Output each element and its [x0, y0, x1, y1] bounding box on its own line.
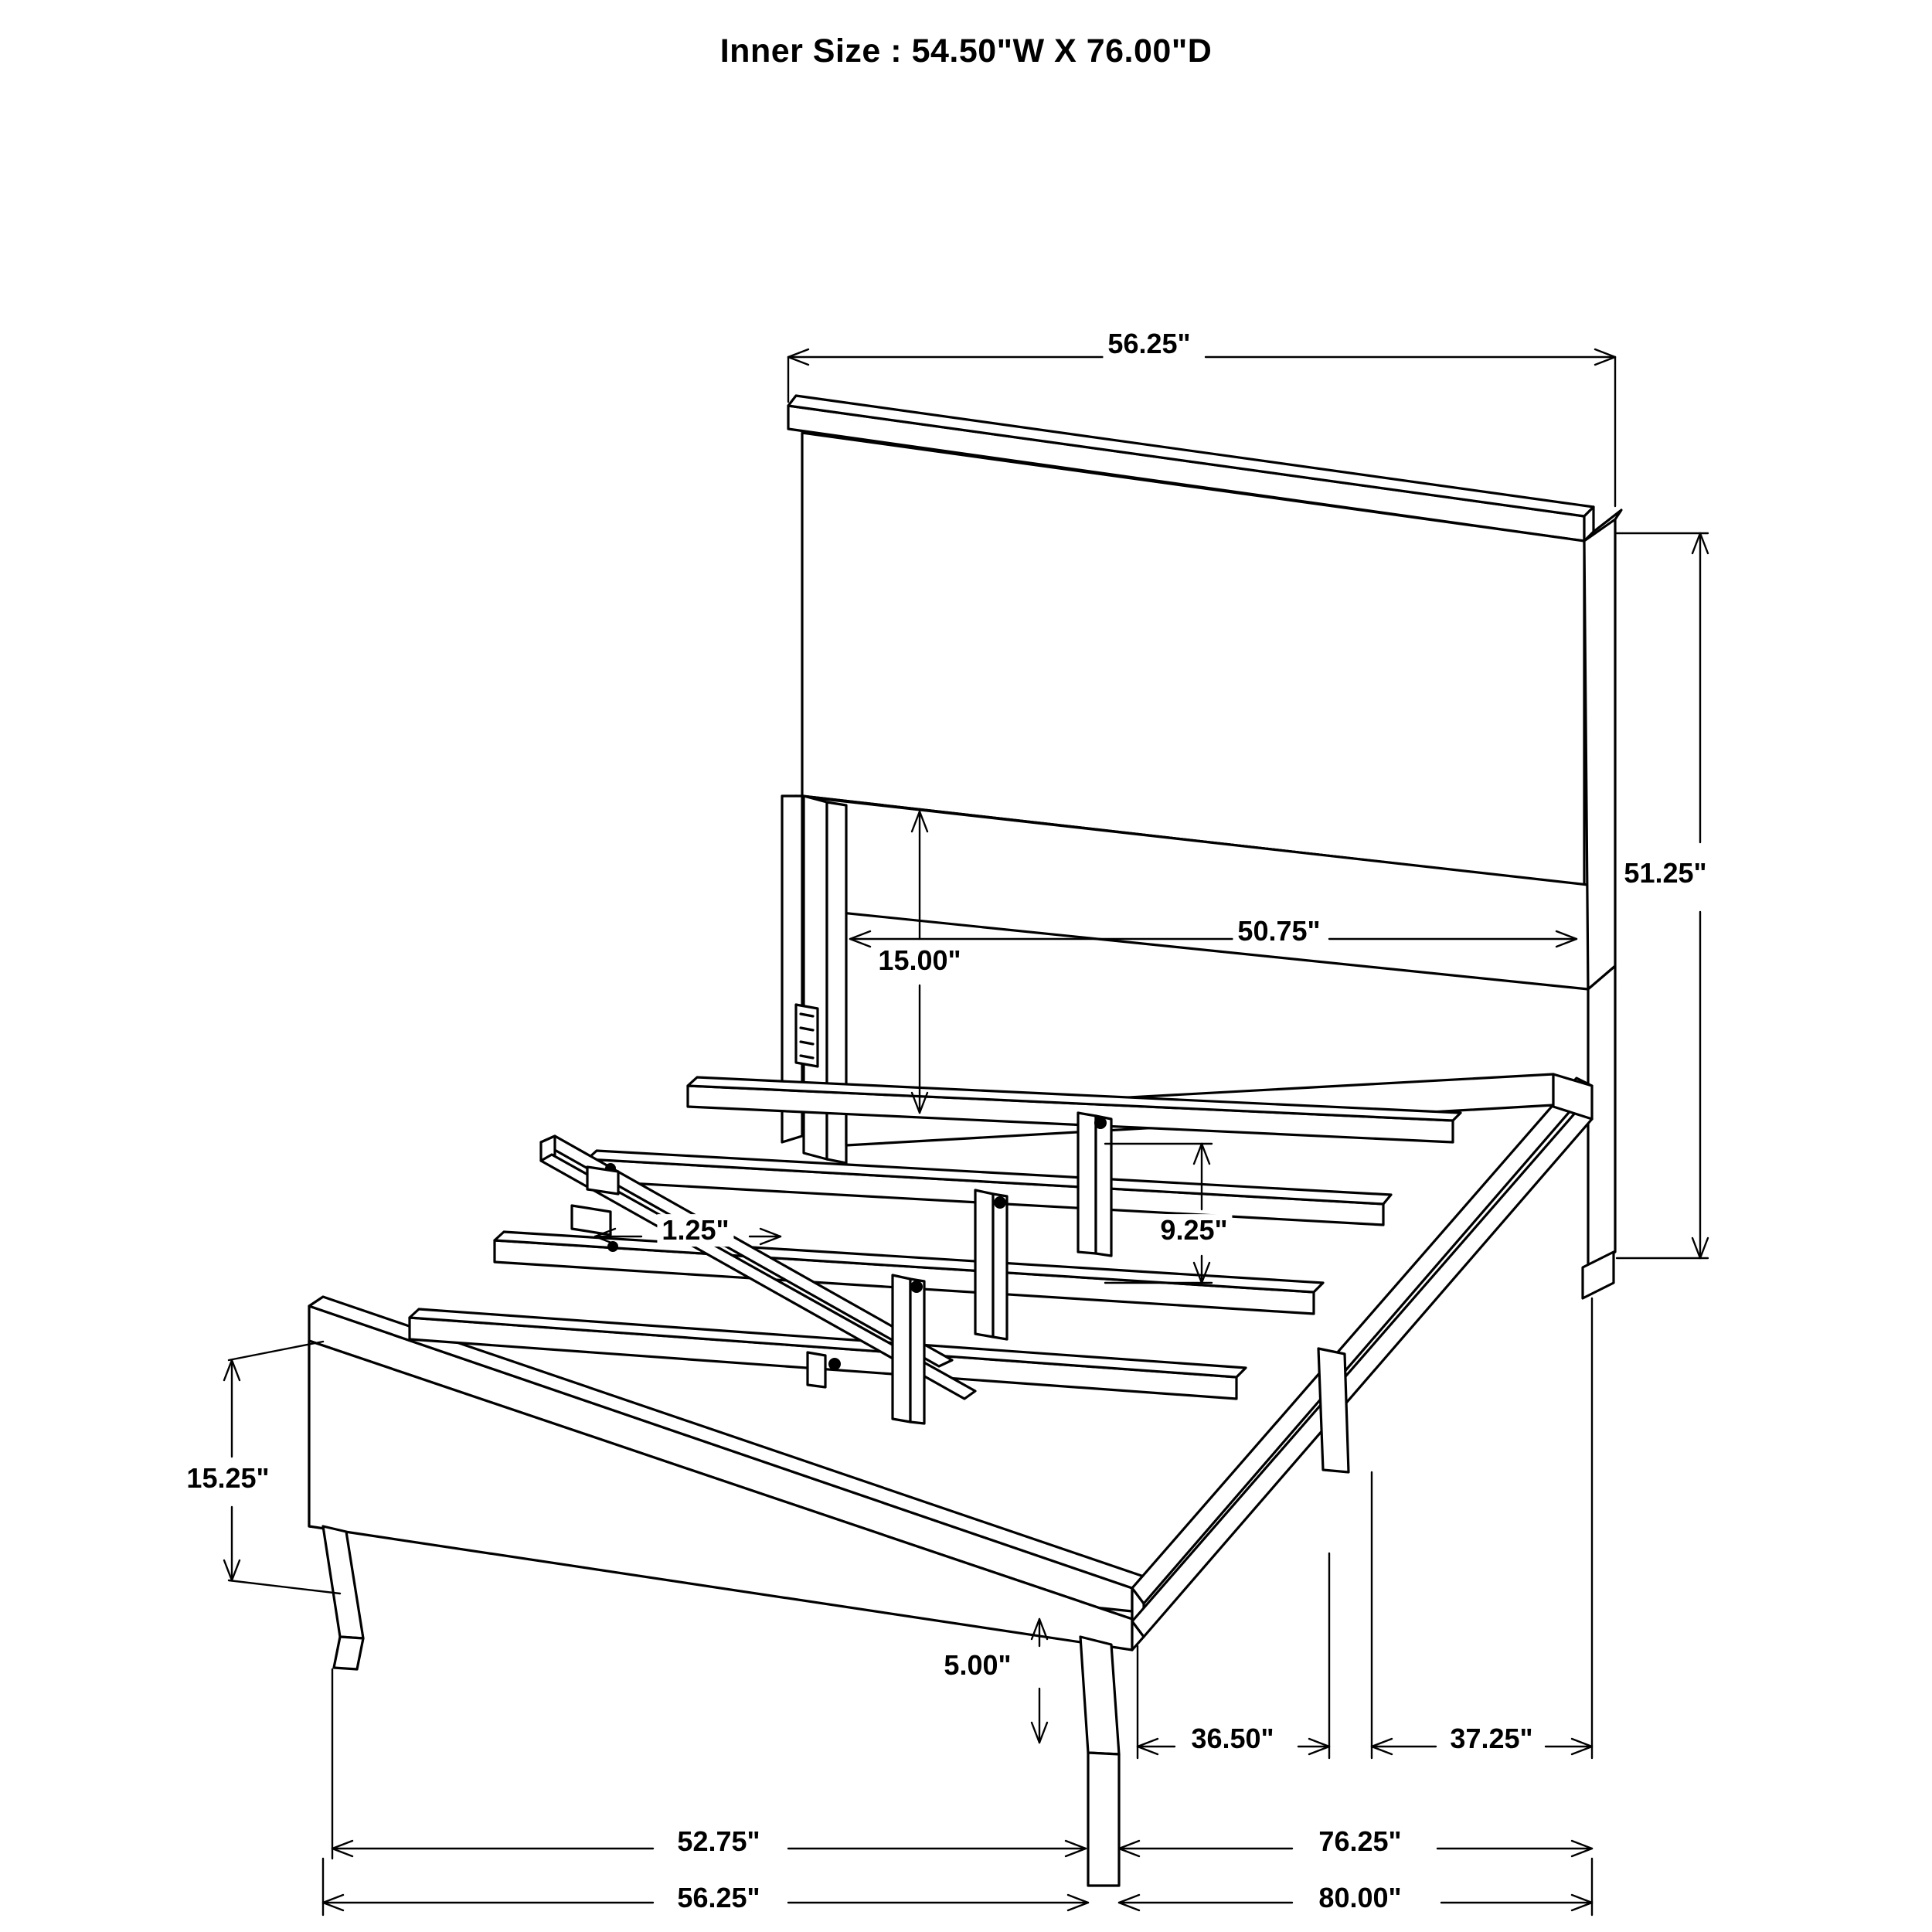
dimension-label-slat-thickness: 1.25" [657, 1214, 733, 1247]
dimension-label-footboard-to-center: 36.50" [1186, 1723, 1278, 1755]
dimension-label-inner-width: 52.75" [672, 1825, 764, 1858]
dimension-label-overall-length: 80.00" [1314, 1882, 1406, 1914]
dimension-label-headboard-panel-drop: 15.00" [873, 944, 965, 977]
dimension-label-headboard-height: 51.25" [1619, 857, 1711, 889]
page-title: Inner Size : 54.50"W X 76.00"D [719, 32, 1213, 70]
dimension-label-inner-length: 76.25" [1314, 1825, 1406, 1858]
dimension-label-center-to-headboard: 37.25" [1445, 1723, 1537, 1755]
dimension-label-clearance-under-frame: 5.00" [939, 1649, 1015, 1682]
rail-bracket-hardware [572, 1005, 818, 1235]
dimension-label-headboard-panel-width: 50.75" [1233, 915, 1325, 947]
dimension-label-headboard-width: 56.25" [1103, 328, 1195, 360]
dimension-label-support-leg-height: 9.25" [1155, 1214, 1232, 1247]
dimension-label-overall-width: 56.25" [672, 1882, 764, 1914]
dimension-label-deck-height: 15.25" [182, 1462, 274, 1495]
